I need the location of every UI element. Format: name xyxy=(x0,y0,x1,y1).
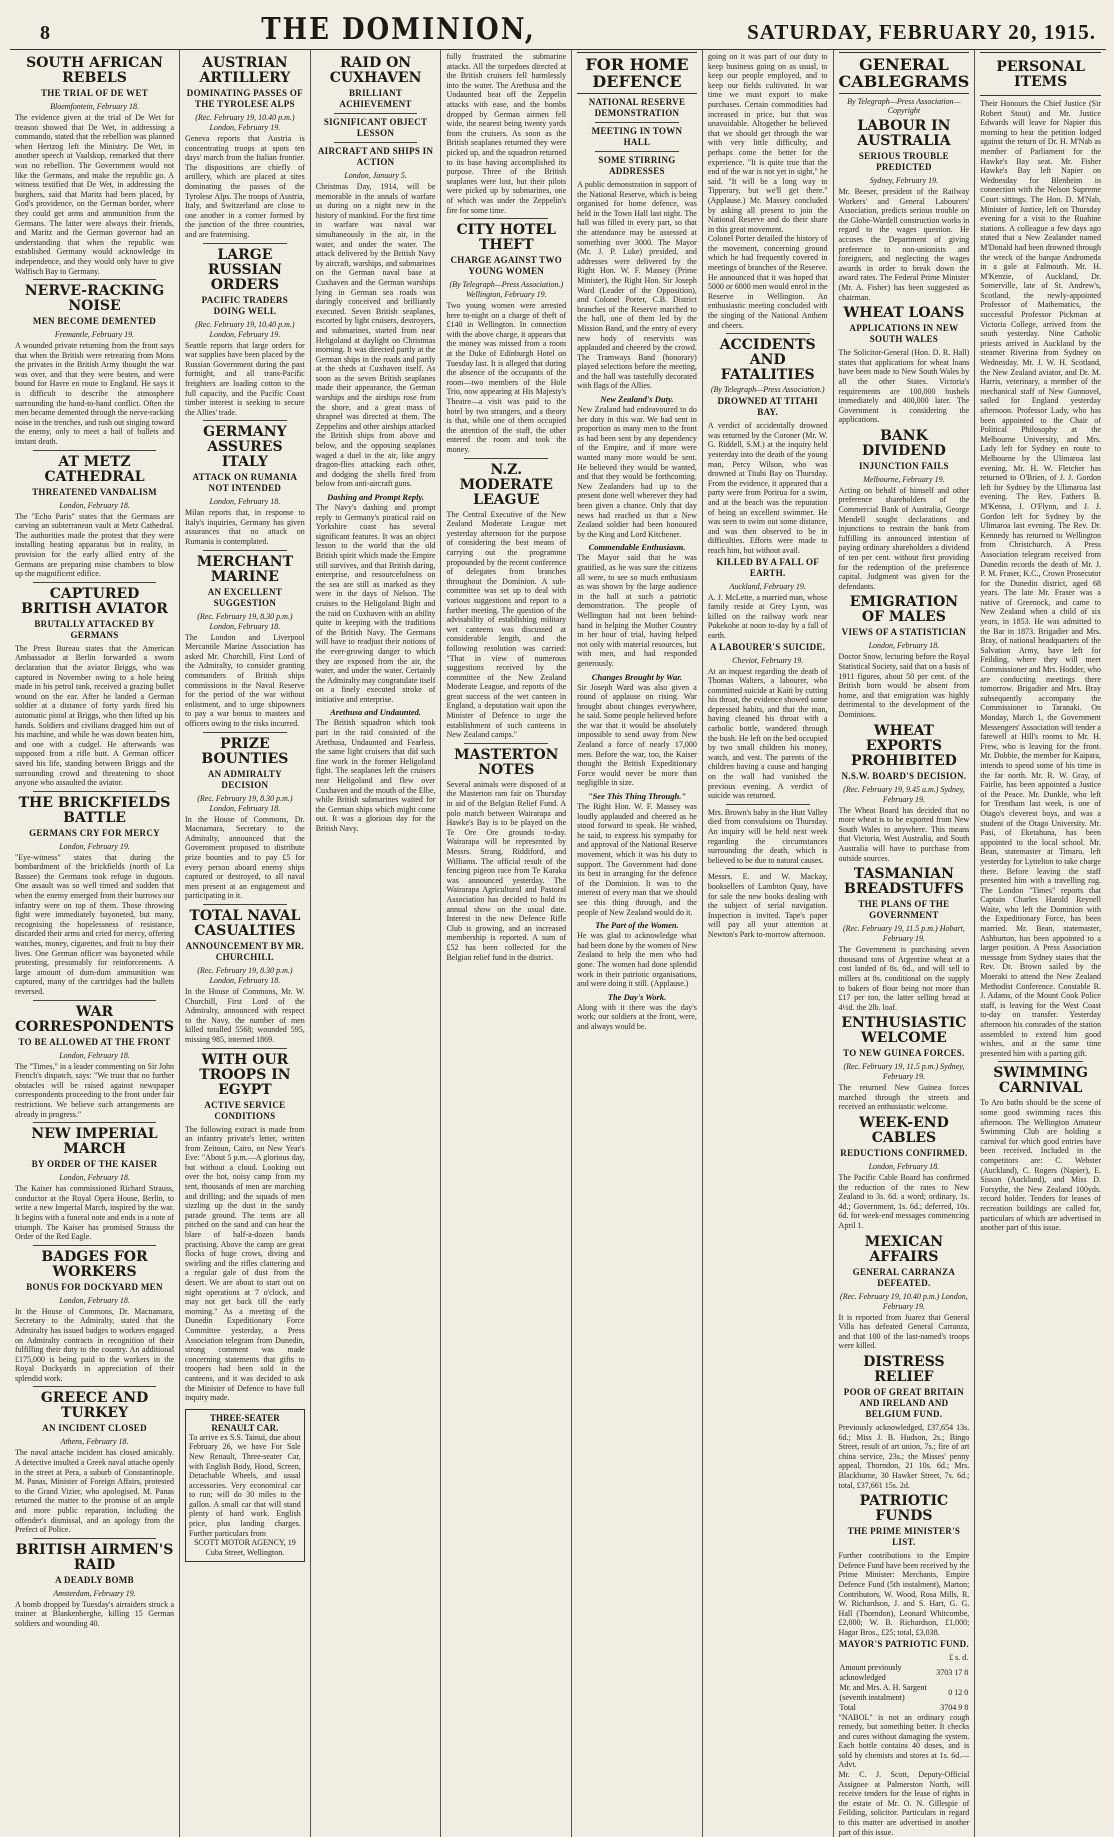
subhead: DROWNED AT TITAHI BAY. xyxy=(717,396,818,418)
headline-captured-aviator: CAPTURED BRITISH AVIATOR xyxy=(21,585,168,617)
subhead: MEETING IN TOWN HALL xyxy=(591,126,683,147)
subhead: N.S.W. BOARD'S DECISION. xyxy=(841,770,967,781)
article-body: New Zealand had endeavoured to do her duty in this war. We had sent in proportion as many men to the front as had been sent by any dependency of the Empire, and if more were wanted many more would be sent. He believed they would be wanted, and that they would be forthcoming. New Zealanders had up to the present done well wherever they had been given a chance. Only that day news had reached us that a New Zealand soldier had been honoured by the King and Lord Kitchener. xyxy=(577,405,697,539)
fund-amount: 3703 17 8 xyxy=(936,1667,969,1677)
headline-personal-items: PERSONAL ITEMS xyxy=(996,59,1085,90)
article-body: fully frustrated the submarine attacks. All the torpedoes directed at the British cruisers fell harmlessly into the water. The Arethusa and the Undaunted beat off the Zeppelin attacks with ease, and the bombs dropped by German airmen fell wide, the nearest being twenty yards from the cruisers. As soon as the British seaplanes returned they were picked up, and the squadron returned to its base having accomplished its purpose. Three of the British seaplanes were lost, but their pilots were picked up by submarines, one of which was under the Zeppelin's fire for some time. xyxy=(446,52,567,215)
headline-raid-cuxhaven: RAID ON CUXHAVEN xyxy=(329,55,422,86)
section-heading: "See This Thing Through." xyxy=(587,791,687,802)
article-body: In the House of Commons, Dr. Macnamara, Secretary to the Admiralty, stated that the Admiralty has issued badges to workers engaged on Admiralty contracts in recognition of their fulfilling their duty to the country. An additional £175,000 is being paid to the workers in the Royal Dockyards in appreciation of their splendid work. xyxy=(15,1306,175,1383)
article-body: Messrs. E. and W. Mackay, booksellers of Lambton Quay, have for sale the new books dealing with the subject of serial navigation. Inspection is invited. Tape's paper will pay all your attention at Newton's Park to-morrow afternoon. xyxy=(707,872,828,939)
column-3 xyxy=(311,50,442,1837)
column-5 xyxy=(572,50,703,1837)
headline-masterton-notes: MASTERTON NOTES xyxy=(454,746,559,778)
article-body: The Central Executive of the New Zealand Moderate League met yesterday afternoon for the purpose of considering the best means of carrying out the programme propounded by the recent conference of delegates from branches throughout the Dominion. A sub-committee was set up to deal with various suggestions and report to a further meeting. The question of the advisability of establishing military wet canteens was discussed at considerable length, and the following resolution was carried: "That in view of numerous suggestions received by the committee of the New Zealand Moderate League, and reports of the great success of the wet canteen in England, a deputation wait upon the Minister of Defence to urge the establishment of such canteens in New Zealand camps." xyxy=(446,509,567,740)
divider xyxy=(726,868,810,869)
column-6 xyxy=(703,50,834,1837)
headline-naval-casualties: TOTAL NAVAL CASUALTIES xyxy=(189,907,301,939)
divider xyxy=(464,218,548,219)
divider xyxy=(726,804,810,805)
dateline: Sydney, February 19. xyxy=(869,176,939,185)
column-8 xyxy=(975,50,1106,1837)
subhead: BRILLIANT ACHIEVEMENT xyxy=(339,88,412,109)
article-body: Several animals were disposed of at the Masterton ram fair on Thursday in aid of the Belgian Relief Fund. A polo match between Wairarapa and Hawke's Bay is to be played on the Te Ore Ore grounds to-day. Wairarapa will be represented by Messrs. Strang, Riddiford, and Williams. The official result of the fencing pigeon race from Te Karaka was announced yesterday. The Wairarapa Agricultural and Pastoral Association has decided to hold its annual show on the usual date. Interest in the new Defence Rifle Club is growing, and an increased membership is reported. A sum of £52 has been collected for the Belgian relief fund in the district. xyxy=(446,779,567,962)
article-body: The Pacific Cable Board has confirmed the reduction of the rates to New Zealand to 3s. 6d. a word; ordinary, 1s. 4d.; Government, 1s. 6d.; deferred, 10s. 6d. for week-end messages commencing April 1. xyxy=(838,1173,970,1231)
article-body: Christmas Day, 1914, will be memorable in the annals of warfare as during on a night new in the history of mankind. For the first time in warfare was naval war simultaneously in the air, in the water, and under the water. The attack delivered by the British Navy by aircraft, warships, and submarines on the German naval base at Cuxhaven and the German warships lying in German sea roads was daringly conceived and brilliantly executed. Seven British seaplanes, escorted by light cruisers, destroyers, and submarines, started from near Heligoland at daylight on Christmas morning. It was directed partly at the German ships in the roads and partly at the sheds at Cuxhaven itself. As soon as the seven British seaplanes made their appearance, the German warships and the airships rose from the shore, and a great mass of shrapnel was directed at them. The Zeppelins and other airships attacked the British ships from above and below, and the opposing seaplanes waged a duel in the air, like angry dragon-flies attacking each other, and dodging the shells fired from below from anti-aircraft guns. xyxy=(315,182,436,489)
newspaper-title: THE DOMINION, xyxy=(261,12,536,48)
section-heading: Arethusa and Undaunted. xyxy=(330,707,422,718)
subhead: ANNOUNCEMENT BY MR. CHURCHILL xyxy=(185,940,305,962)
subhead: A LABOURER'S SUICIDE. xyxy=(710,641,826,652)
subhead: AN INCIDENT CLOSED xyxy=(42,1423,147,1434)
dateline: Auckland, February 19. xyxy=(729,581,806,591)
dateline: By Telegraph—Press Association—Copyright xyxy=(847,97,961,115)
dateline: (By Telegraph—Press Association.) Wellington, February 19. xyxy=(449,280,564,300)
subhead: AN ADMIRALTY DECISION xyxy=(207,768,282,790)
dateline: London, February 18. xyxy=(59,500,130,510)
subhead: BY ORDER OF THE KAISER xyxy=(31,1159,158,1170)
article-body: In the House of Commons, Mr. W. Churchill, First Lord of the Admiralty, announced with respect to the Navy, the number of men killed totalled 5568; wounded 595, missing 985, interned 1869. xyxy=(185,986,305,1044)
divider xyxy=(33,791,156,792)
headline-distress-relief: DISTRESS RELIEF xyxy=(863,1354,945,1385)
dateline: Athens, February 18. xyxy=(60,1437,129,1447)
subhead: POOR OF GREAT BRITAIN AND IRELAND AND BELGIUM FUND. xyxy=(843,1387,965,1419)
headline-south-african-rebels: SOUTH AFRICAN REBELS xyxy=(26,55,163,86)
subhead: APPLICATIONS IN NEW SOUTH WALES xyxy=(849,323,959,345)
divider xyxy=(726,333,810,334)
article-body: The Right Hon. W. F. Massey was loudly applauded and cheered as he stood forward to speak. He wished, he said, to express his sympathy for and approval of the National Reserve movement, which it was his duty to support. The Government had done its best in arranging for the defence of the Dominion. It was to the interest of every man that we should see this thing through, and the people of New Zealand would do it. xyxy=(577,802,697,917)
article-body: Acting on behalf of himself and other preference shareholders of the Commercial Bank of Australia, George Mendell sought declarations and injunctions to restrain the bank from fulfilling its announced intention of paying ordinary shareholders a dividend of ten per cent. without first providing for the redemption of the preference capital. Judgment was given for the defendants. xyxy=(838,485,970,591)
dateline: Bloemfontein, February 18. xyxy=(50,102,139,111)
dateline: London, February 18. xyxy=(868,641,940,651)
article-body: In the House of Commons, Dr. Macnamara, Secretary to the Admiralty, announced that the Government proposed to distribute prize bounties and to pay £5 for every person aboard enemy ships captured or destroyed, to all naval men present at an engagement and participating in it. xyxy=(185,814,305,901)
dateline: (Rec. February 19, 8.30 p.m.) London, February 18. xyxy=(197,793,293,813)
dateline: Amsterdam, February 19. xyxy=(53,1588,136,1598)
subhead: TO NEW GUINEA FORCES. xyxy=(843,1048,965,1059)
headline-accidents-fatalities: ACCIDENTS AND FATALITIES xyxy=(719,337,816,384)
headline-badges-for-workers: BADGES FOR WORKERS xyxy=(41,1248,148,1280)
fund-table xyxy=(839,1653,970,1713)
dateline: (Rec. February 19, 8.30 p.m.) London, February 18. xyxy=(197,965,293,985)
article-body: Further contributions to the Empire Defence Fund have been received by the Prime Minister: Merchants, Empire Defence Fund (5th instalment), Marton; Contributors, W. Wood, Rosa Mills, R. W. Richardson, J. and S. Hart, G. G. Hall (Thorndon), Leonard Whitcombe, £2,000; W. B. Richardson, £1,000; Hagar Bros., £25; total, £3,038. xyxy=(838,1551,970,1637)
subhead: CHARGE AGAINST TWO YOUNG WOMEN xyxy=(450,255,563,277)
dateline: London, February 18. xyxy=(59,1050,130,1060)
dateline: (Rec. February 19, 11.5 p.m.) Hobart, February 19. xyxy=(843,924,965,944)
subhead: TO BE ALLOWED AT THE FRONT xyxy=(18,1036,171,1047)
article-body: A public demonstration in support of the National Reserve, which is being organised for home defence, was held in the Town Hall last night. The hall was filled in every part, so that the attendance may be assessed at something over 3000. The Mayor (Mr. J. P. Luke) presided, and addresses were delivered by the Right Hon. W. F. Massey (Prime Minister), the Right Hon. Sir Joseph Ward (Leader of the Opposition), and Colonel Porter, C.B. District branches of the Reserve marched to the hall, one of them led by the Mission Band, and the entry of every new body of reservists was applauded and cheered by the crowd. The Tramways Band (honorary) played selections before the meeting, and the hall was tastefully decorated with flags of the Allies. xyxy=(577,180,697,391)
subhead: MEN BECOME DEMENTED xyxy=(32,316,157,327)
headline-block xyxy=(839,52,970,94)
headline-war-correspondents: WAR CORRESPONDENTS xyxy=(15,1003,175,1035)
advertisement-renault-car xyxy=(185,1409,305,1563)
subhead: VIEWS OF A STATISTICIAN xyxy=(841,627,967,638)
divider xyxy=(464,458,548,459)
article-body: Colonel Porter detailed the history of the movement, concerning ground which he had frequently covered in meetings of branches of the Reserve. He announced that it was hoped that 5000 or 6000 men would enrol in the Reserve in Wellington. An enthusiastic meeting concluded with the singing of the National Anthem and cheers. xyxy=(707,234,828,330)
subhead: BONUS FOR DOCKYARD MEN xyxy=(26,1281,163,1292)
article-body: He was glad to acknowledge what had been done by the women of New Zealand to help the men who had gone. The women had done splendid work in their patriotic organisations, and were doing it still. (Applause.) xyxy=(577,931,697,989)
article-body: The Solicitor-General (Hon. D. R. Hall) states that applications for wheat loans have been made to New South Wales by all the other States. Victoria's requirements are 100,000 bushels immediately and 400,000 later. The Government is considering the applications. xyxy=(838,348,970,425)
subhead: THE PLANS OF THE GOVERNMENT xyxy=(858,899,950,921)
ad-headline: THREE-SEATER RENAULT CAR. xyxy=(209,1412,280,1433)
subhead: PACIFIC TRADERS DOING WELL xyxy=(201,294,289,316)
headline-city-hotel-theft: CITY HOTEL THEFT xyxy=(456,222,556,254)
dateline: (Rec. February 19, 11.5 p.m.) Sydney, February 19. xyxy=(843,1062,965,1082)
article-body: A verdict of accidentally drowned was returned by the Coroner (Mr. W. G. Riddell, S.M.) at the inquiry held yesterday into the death of the young man, Percy Wilson, who was drowned at Titahi Bay on Thursday. From the evidence, it appeared that a party were from Porirua for a swim, and at the beach was the reputation of being an excellent swimmer. He was seen to swim out some distance, and was then observed to be in difficulties. Efforts were made to reach him, but without avail. xyxy=(707,421,828,555)
article-body: The Mayor said that he was gratified, as he was sure the citizens all were, to see so much enthusiasm as was shown by the large audience in the hall at such a patriotic demonstration. The people of Wellington had not been behind-hand in helping the Mother Country in her hour of trial, having helped not only with material resources, but with men, and had responded generously. xyxy=(577,553,697,668)
article-body: Previously acknowledged, £37,654 13s. 6d.; Miss J. B. Hudson, 2s.; Bingo Street, result of art union, 7s.; fire of art china service, 23s.; the Misses' penny appeal, Thorndon, 21 10s. 6d.; Mrs. Blackburne, 30 Hawker Street, 7s. 6d.; total, £37,661 15s. 2d. xyxy=(838,1423,970,1490)
section-heading: The Part of the Women. xyxy=(595,920,679,931)
article-body: The Government is purchasing seven thousand tons of Argentine wheat at a cost landed of 8s. 6d., and will sell to millers at 8s. conditional on the supply to bakers of flour being not more than £17 per ton, the latter selling bread at 4½d. the 2lb. loaf. xyxy=(838,945,970,1012)
article-body: Sir Joseph Ward was also given a round of applause on rising. War brought about changes everywhere, he said. Some people believed before the war that it would be absolutely impossible to send away from New Zealand a force of nearly 17,000 men. Before the war, too, the Kaiser thought the British Expeditionary Force would never be more than negligible in size. xyxy=(577,682,697,788)
headline-brickfields-battle: THE BRICKFIELDS BATTLE xyxy=(18,794,171,826)
dateline: London, February 18. xyxy=(59,1295,130,1305)
article-body: It is reported from Juarez that General Villa has defeated General Carranza, and that 100 of the last-named's troops were killed. xyxy=(838,1312,970,1351)
subhead-trial-de-wet: THE TRIAL OF DE WET xyxy=(40,88,149,98)
divider xyxy=(464,743,548,744)
headline-troops-in-egypt: WITH OUR TROOPS IN EGYPT xyxy=(199,1051,291,1098)
dateline: Cheviot, February 19. xyxy=(732,655,804,665)
divider xyxy=(33,1122,156,1123)
divider xyxy=(203,904,287,905)
subhead: A DEADLY BOMB xyxy=(55,1574,134,1585)
dateline: (By Telegraph—Press Association.) xyxy=(710,385,825,395)
headline-metz-cathedral: AT METZ CATHEDRAL xyxy=(44,453,145,485)
fund-label: Mr. and Mrs. A. H. Sargent (seventh instalment) xyxy=(839,1682,927,1702)
dateline: London, February 18. xyxy=(209,497,281,507)
fund-label: Total xyxy=(839,1702,856,1712)
subhead: GERMANS CRY FOR MERCY xyxy=(29,827,160,838)
article-body: The London and Liverpool Mercantile Marine Association has asked Mr. Churchill, First Lord of the Admiralty, to consider granting commanders of British ships commissions in the Naval Reserve for the period of the war without enlistment, and to urge shipowners to pay a war bonus to masters and officers owing to the risks incurred. xyxy=(185,632,305,728)
fund-label: Amount previously acknowledged xyxy=(839,1662,902,1682)
fund-header-row xyxy=(839,1653,970,1663)
section-heading: Dashing and Prompt Reply. xyxy=(327,492,425,502)
article-body: Their Honours the Chief Justice (Sir Robert Stout) and Mr. Justice Edwards will leave for Napier this morning to hear the petition lodged against the return of Dr. H. M'Nab as member of Parliament for the Hawke's Bay seat. Mr. Fisher Hawke's Bay left Napier on Wednesday for Blenheim in connection with the Nelson Supreme Court sittings. The Hon. D. M'Nab, Minister of Justice, left on Thursday evening for a visit to the Ruahine stations. A colleague a few days ago stated that a New Zealander named M'Donald had been drowned through the wreck of the barque Andromeda in a gale at Falmouth. Mr. H. M'Kenzie, of Auckland, Dr. Somerville, late of St. Andrew's, Scotland, the newly-appointed Professor of Mathematics, the successful Professor Pickman at Victoria College, arrived from the south yesterday. Nine Catholic priests arrived in Auckland by the steamer Riverina from Sydney on Wednesday. Mr. J. W. H. Scotland, the New Zealand aviator, and Dr. M. Harris, veterinary, a member of the mechanical staff of New Gunnovel, sailed for England yesterday afternoon. Professor Lady, who has been appointed to the Chair of Political Philosophy at the Melbourne University, and Mrs. Lady left for Sydney en route to Melbourne by the Ulimaroa last evening. Mr. H. W. Fletcher has returned to O'Brien, of J. J. Gordon left for Sydney by the Ulimaroa last evening. The Rev. Fathers B. M'Kenna, J. O'Flynn, and J. J. Gordon left for Sydney by the Ulimaroa last evening. The Rev. Dr. Kennedy has returned to Wellington from Christchurch. A Press Association telegram received from Dunedin records the death of Mr. J. P. M. Fraser, K.C., Crown Prosecutor for the Dunedin district, aged 68 years. The late Mr. Fraser was a native of Greenock, and came to New Zealand when a child of six years, in 1853. He was admitted to the Bar in 1873. Brigadier and Mrs. Bray, of national headquarters of the Salvation Army, have left for Feilding, where they will meet Commissioner and Mrs. Hodder, who are conducting meetings there tomorrow. Brigadier and Mrs. Bray subsequently accompany the Commissioner to Taranaki. On Monday, March 1, the Government Messengers' Association will tender a farewell at Hill's rooms to Mr. H. Frew, who is leaving for the front. Mr. Dobbie, the member for Kaipara, intends to spend some of his time in the far north. Mr. R. W. Gray, of Fairlie, has been appointed a Justice of the Peace. Mr. Dunkle, who left for Trentham last week, is one of Otago's cleverest boys, and was a student of the Otago University. Mr. Pasi, of Eketahuna, has been appointed to the local school. Mr. Bean, statemaster at Timaru, left yesterday for Lyttelton to take charge there. Before leaving the staff presented him with a travelling rug. The London "Times" reports that Captain Charles Harold Reynell Waite, who left the Dominion with the Expeditionary Force, has been married. Mr. Bean, statemaster, Ashburton, has been appointed to a larger position. A Press Association message from Sydney states that the Rev. Dr. Brown sailed by the Moeraki to attend the New Zealand Methodist Conference. Constable R. J. Adams, of the Mount Cook Police staff, is leaving for the West Coast to-day on transfer. Yesterday afternoon his comrades of the station assembled to extend him good wishes, and at the same time presented him with a parting gift. xyxy=(980,99,1101,1058)
article-body: A wounded private returning from the front says that when the British were retreating from Mons the privates in the British Army thought the war was over, and that they were beaten, and were bound for Havre en route to England. He says it is difficult to describe the atmosphere surrounding the hand-to-hand conflict. Often the men became demented through the nerve-racking noise in the trenches, and rush out singing toward the enemy, only to meet a hail of bullets and instant death. xyxy=(15,341,175,447)
article-body: At an inquest regarding the death of Thomas Walters, a labourer, who committed suicide at Kaiti by cutting his throat, the evidence showed some depressed habits, and that the man, having cleaned his throat with a carbolic bottle, wandered through the bush. He left on the bed occupied by two small children his money, watch, and vest. The parents of the children having a cause and hanging on the wall had vanished the previous evening. A verdict of suicide was returned. xyxy=(707,666,828,801)
article-body: Doctor Snow, lecturing before the Royal Statistical Society, said that on a basis of 1911 figures, about 50 per cent. of the British born would be absent from home, and that emigration was highly detrimental to the development of the Dominions. xyxy=(838,652,970,719)
subhead: THREATENED VANDALISM xyxy=(32,486,157,497)
column-1 xyxy=(10,50,180,1837)
subhead: SERIOUS TROUBLE PREDICTED xyxy=(858,151,949,172)
dateline: London, February 18. xyxy=(868,1162,940,1172)
subhead: ATTACK ON RUMANIA NOT INTENDED xyxy=(192,472,298,494)
notice-tenders: Mr. C. J. Scott, Deputy-Official Assignee at Palmerston North, will receive tenders for the lease of rights in the estate of Mr. O. N. Gillespie of Feilding, solicitor. Particulars in regard to this matter are advertised in another part of this issue. xyxy=(838,1770,970,1837)
headline-swimming-carnival: SWIMMING CARNIVAL xyxy=(993,1065,1088,1097)
headline-labour-australia: LABOUR IN AUSTRALIA xyxy=(857,118,951,149)
subhead: INJUNCTION FAILS xyxy=(858,460,949,471)
article-body: Mrs. Brown's baby in the Hutt Valley died from convulsions on Thursday. An inquiry will be held next week regarding the circumstances surrounding the death, which is believed to be due to natural causes. xyxy=(707,807,828,865)
column-7 xyxy=(834,50,976,1837)
section-heading: Commendable Enthusiasm. xyxy=(588,542,686,553)
dateline: (Rec. February 19, 9.45 a.m.) Sydney, February 19. xyxy=(843,784,965,804)
divider xyxy=(998,1061,1083,1062)
headline-general-cablegrams: GENERAL CABLEGRAMS xyxy=(838,55,970,91)
article-body: Along with it there was the day's work; our soldiers at the front, were, and always would be. xyxy=(577,1002,697,1031)
fund-title: MAYOR'S PATRIOTIC FUND. xyxy=(838,1638,969,1649)
fund-currency-header: £ s. d. xyxy=(949,1652,969,1662)
divider xyxy=(334,142,418,143)
divider xyxy=(203,732,287,733)
headline-austrian-artillery: AUSTRIAN ARTILLERY xyxy=(199,55,291,86)
headline-welcome: ENTHUSIASTIC WELCOME xyxy=(841,1015,967,1047)
headline-imperial-march: NEW IMPERIAL MARCH xyxy=(31,1126,158,1158)
article-body: "Eye-witness" states that during the bombardment of the brickfields (north of La Bassee) the Germans took refuge in dugouts. One assault was so well timed and sudden that when the enemy emerged from their burrows our infantry were on top of them. Those throwing fight were immediately bayoneted, but many, recognising the hopelessness of resistance, discarded their arms and cried for mercy, offering watches, money, cigarettes, and fruit to buy their lives. One German officer was bayoneted while protesting, presumably for reinforcements. A large amount of dum-dum ammunition was captured, many of the cartridges had the bullets reversed. xyxy=(15,852,175,996)
dateline: (Rec. February 19, 8.30 p.m.) London, February 18. xyxy=(197,611,293,631)
fund-amount: 0 12 0 xyxy=(948,1687,969,1697)
subhead: DOMINATING PASSES OF THE TYROLESE ALPS xyxy=(186,88,303,109)
divider xyxy=(33,1000,156,1001)
dateline: (Rec. February 19, 10.40 p.m.) London, February 19. xyxy=(840,1291,968,1311)
headline-mexican-affairs: MEXICAN AFFAIRS xyxy=(864,1233,944,1265)
article-body: The Wheat Board has decided that no more wheat is to be exported from New South Wales to anywhere. This means that Victoria, West Australia, and South Australia will have to purchase from outside sources. xyxy=(838,805,970,863)
dateline: London, January 5. xyxy=(344,171,407,180)
subhead: AIRCRAFT AND SHIPS IN ACTION xyxy=(317,146,434,167)
issue-date: SATURDAY, FEBRUARY 20, 1915. xyxy=(747,20,1096,44)
subhead: SIGNIFICANT OBJECT LESSON xyxy=(323,117,428,138)
section-heading: Changes Brought by War. xyxy=(591,671,683,682)
divider xyxy=(595,122,679,123)
article-body: The Press Bureau states that the American Ambassador at Berlin forwarded a sworn declaration that the aviator Briggs, who was captured in November owing to a hole being made in his petrol tank, received a grazing bullet wound on the ear. After he landed a German soldier at a distance of forty yards fired his automatic pistol at Briggs, who then lifted up his hands. Soldiers and civilians dragged him out of his machine, and while he was down beaten him, and one with a cudgel. He afterwards was supposed from a rifle butt. A German officer saved his life, standing between Briggs and the surrounding crowd and threatening to shoot anyone who assaulted the aviator. xyxy=(15,643,175,788)
page-number: 8 xyxy=(40,22,50,44)
divider xyxy=(33,279,156,280)
subhead: REDUCTIONS CONFIRMED. xyxy=(840,1148,968,1159)
article-body: The following extract is made from an infantry private's letter, written from Zeitoun, Cairo, on New Year's Eve: "About 5 p.m.—A glorious day, but without a cloud. Looking out over the hot, noisy camp from my tent, thousands of men are marching and drilling; and the squads of men sizzling up the dust in the sandy parade ground. The tents are all pitched on the sand and can hear the blare of half-a-dozen bands practising. Above the camp are great flocks of huge crows, diving and swirling and the rifles clattering and a regular gale of dust from the desert. We are about to start out on night operations at 7 o'clock, and may not get back till the early morning." As a meeting of the Dunedin Expeditionary Force Committee yesterday, a Press Association telegram from Dunedin, strong comment was made concerning statements that gifts to troopers had been sold in the canteens, and it was decided to ask the Minister of Defence to have full inquiry made. xyxy=(185,1124,305,1403)
column-4 xyxy=(441,50,572,1837)
headline-prize-bounties: PRIZE BOUNTIES xyxy=(201,735,289,767)
subhead: KILLED BY A FALL OF EARTH. xyxy=(716,556,820,578)
ad-body: To arrive ex S.S. Tainui, due about February 26, we have For Sale New Renault, Three-seater Car, with English Body, Hood, Screen, Detachable Wheels, and usual accessories. Very economical car to run; will do 30 miles to the gallon. A small car that will stand plenty of hard work. English price, plus landing charges. Further particulars from xyxy=(189,1432,301,1538)
dateline: Melbourne, February 19. xyxy=(863,474,945,484)
advertisement-nabol: "NABOL" is not an ordinary cough remedy, but something better. It checks and cures without damaging the system. Each bottle contains 40 doses, and is sold by chemists and stores at 1s. 6d.—Advt. xyxy=(838,1712,970,1770)
table-row xyxy=(839,1703,970,1713)
divider xyxy=(203,1048,287,1049)
dateline: London, February 18. xyxy=(59,1173,130,1183)
headline-home-defence: FOR HOME DEFENCE xyxy=(585,55,689,91)
dateline: London, February 19. xyxy=(59,841,130,851)
headline-moderate-league: N.Z. MODERATE LEAGUE xyxy=(459,461,553,508)
divider xyxy=(33,582,156,583)
article-body: The returned New Guinea forces marched through the streets and received an enthusiastic welcome. xyxy=(838,1083,970,1112)
column-grid xyxy=(10,50,1106,1837)
section-heading: New Zealand's Duty. xyxy=(600,394,674,405)
article-body: To Aro baths should be the scene of some good swimming races this afternoon. The Wellington Amateur Swimming Club are holding a carnival for which good entries have been received. Included in the competitors are: C. Webster (Auckland), C. Rogers (Napier), E. Sisson (Auckland), and Miss D. Forsythe, the New Zealand 100yds. record holder. Tenders for leases of recreation buildings are called for, particulars of which are advertised in another part of this issue. xyxy=(980,1098,1101,1233)
headline-nerve-racking-noise: NERVE-RACKING NOISE xyxy=(24,283,165,315)
article-body: The Navy's dashing and prompt reply to Germany's piratical raid on Yorkshire coast has several significant features. It was an object lesson to the world that the old British spirit which made the Empire still survives, and that British daring, enterprise, and resourcefulness on the sea are still as marked as they were in the days of Nelson. The cruises to the Heligoland Bight and the raid on Cuxhaven with an ability quite in keeping with the traditions of the British Navy. The Germans will have to readjust their notions of the ever-growing danger to which they are exposed from the air, the water, and under the water. Certainly the Admiralty may congratulate itself on a finely executed stroke of initiative and enterprise. xyxy=(315,503,436,704)
headline-russian-orders: LARGE RUSSIAN ORDERS xyxy=(207,246,282,293)
headline-block xyxy=(577,52,697,94)
article-body: Mr. Beeser, president of the Railway Workers' and General Labourers' Association, predicts serious trouble on the Globe-Wardell construction works in regard to the wages question. He accuses the Department of giving preference to non-unionists and foreigners, and neglecting the wages awards in order to break down the award rates. The Federal Prime Minister (Mr. A. Fisher) has been suggested as chairman. xyxy=(838,187,970,302)
article-body: Two young women were arrested here to-night on a charge of theft of £140 in Wellington. In connection with the above charge, it appears that the money was missed from a room at the Duke of Edinburgh Hotel on Tuesday last. It is alleged that during the absence of the occupants of the room—two members of the Hole Trio, now appearing at His Majesty's Theatre—a visit was paid to the hotel by two strangers, and a theory is that, while one of them occupied the attention of the staff, the other entered the room and took the money. xyxy=(446,301,567,454)
table-row xyxy=(839,1663,970,1683)
headline-patriotic-funds: PATRIOTIC FUNDS xyxy=(859,1493,949,1525)
article-body: A bomb dropped by Tuesday's airraiders struck a trainer at Blankenberghe, killing 15 German soldiers and wounding 40. xyxy=(15,1599,175,1628)
subhead: NATIONAL RESERVE DEMONSTRATION xyxy=(588,97,686,118)
ad-signature: SCOTT MOTOR AGENCY, 19 Cuba Street, Wellington. xyxy=(193,1538,296,1558)
divider xyxy=(33,1245,156,1246)
article-body: A. J. McLette, a married man, whose family reside at Grey Lynn, was killed on the railway work near Pukekohe at noon to-day by a fall of earth. xyxy=(707,592,828,640)
divider xyxy=(595,151,679,152)
divider xyxy=(33,1386,156,1387)
divider xyxy=(203,243,287,244)
article-body: going on it was part of our duty to keep business going on as usual, to keep our people employed, and to keep our fields cultivated. In war time we must export to make purchases. Certain commodities had increased in price, but that was unavoidable. Altogether he believed that we should get through the war with very little difficulty, and perhaps come the better for the experience. "It is quite true that the end of the war is not yet in sight," he said. "It will be a long way to Tipperary, but we'll get there." (Applause.) Mr. Massey concluded by asking all present to join the National Reserve and do their share in this great movement. xyxy=(707,52,828,234)
divider xyxy=(203,420,287,421)
subhead: SOME STIRRING ADDRESSES xyxy=(598,155,676,176)
divider xyxy=(334,113,418,114)
subhead: THE PRIME MINISTER'S LIST. xyxy=(847,1526,961,1548)
dateline: (Rec. February 19, 10.40 p.m.) London, February 19. xyxy=(195,319,295,339)
headline-wheat-exports: WHEAT EXPORTS PROHIBITED xyxy=(851,722,957,769)
dateline: Fremantle, February 19. xyxy=(54,330,135,340)
subhead: BRUTALLY ATTACKED BY GERMANS xyxy=(34,618,155,640)
headline-wheat-loans: WHEAT LOANS xyxy=(843,305,965,322)
article-body: The "Times," in a leader commenting on Sir John French's dispatch, says: "We trust that no further obstacles will be raised against newspaper correspondents proceeding to the front under fair restrictions. We believe such arrangements are already in progress." xyxy=(15,1061,175,1119)
subhead: AN EXCELLENT SUGGESTION xyxy=(207,586,283,608)
headline-emigration: EMIGRATION OF MALES xyxy=(849,594,959,626)
fund-amount: 3704 9 8 xyxy=(940,1702,969,1712)
subhead: ACTIVE SERVICE CONDITIONS xyxy=(204,1099,286,1121)
article-body: Seattle reports that large orders for war supplies have been placed by the Russian Government during the past fortnight, and all trans-Pacific freighters are loading cotton to the full capacity, and the Pacific Coast timber interest is seeking to secure the Allies' trade. xyxy=(185,340,305,417)
headline-airmens-raid: BRITISH AIRMEN'S RAID xyxy=(15,1541,174,1573)
column-2 xyxy=(180,50,311,1837)
headline-greece-turkey: GREECE AND TURKEY xyxy=(40,1390,149,1422)
article-body: The Kaiser has commissioned Richard Strauss, conductor at the Royal Opera House, Berlin, to write a new Imperial March, inspired by the war. It begins with a funeral note and ends in a note of triumph. The Kaiser has promised Strauss the Order of the Red Eagle. xyxy=(15,1184,175,1242)
divider xyxy=(33,1538,156,1539)
dateline: (Rec. February 19, 10.40 p.m.) London, February 19. xyxy=(195,113,295,132)
masthead xyxy=(10,10,1106,50)
divider xyxy=(203,550,287,551)
divider xyxy=(33,450,156,451)
article-body: The naval attache incident has closed amicably. A detective insulted a Greek naval attache openly in the street at Pera, a suburb of Constantinople. M. Panas, Minister of Foreign Affairs, protested to the Grand Vizier, who apologised. M. Panas returned the matter to the promise of an ample and more public reparation, including the offender's dismissal, and an apology from the Prefect of Police. xyxy=(15,1448,175,1535)
headline-germany-assures-italy: GERMANY ASSURES ITALY xyxy=(203,424,287,471)
section-heading: The Day's Work. xyxy=(607,991,667,1002)
headline-merchant-marine: MERCHANT MARINE xyxy=(196,553,294,585)
headline-block xyxy=(980,52,1101,96)
article-body: The "Echo Paris" states that the Germans are carving an subterranean vault at Metz Cathedral. The authorities made the protest that they were installing heating apparatus but in reality, in provision for the early allied entry of the Germans are preparing mine chambers to blow up the magnificent edifice. xyxy=(15,511,175,579)
article-body: The evidence given at the trial of De Wet for treason showed that De Wet, in addressing a commando, stated that the rebellion was planned when Hertzog left the Ministry. De Wet, in another speech at Vaalskop, remarked that there was no rebellion. The Government would not like the Germans, and make the republic go. A witness testified that De Wet, in addressing the burghers, said that Maritz had been placed, by God's providence, on the German border, where they could get arms and ammunition from the Germans. The latter were always their friends, and Maritz and the German governor had an understanding that when the republic was established Germany would acknowledge its independence, and they would only have to give Walfisch Bay to Germany. xyxy=(15,113,175,276)
article-body: Geneva reports that Austria is concentrating troops at spots ten days' march from the Italian frontier. The dispositions are chiefly of artillery, which are placed at sites dominating the passes of the Tyrolese Alps. The troops of Austria, Italy, and Switzerland are close to one another in a corner formed by the junction of the three countries, and are fraternising. xyxy=(185,134,305,239)
subhead: GENERAL CARRANZA DEFEATED. xyxy=(852,1266,956,1288)
table-row xyxy=(839,1683,970,1703)
headline-tasmanian-breadstuffs: TASMANIAN BREADSTUFFS xyxy=(843,866,964,898)
article-body: Milan reports that, in response to Italy's inquiries, Germany has given assurances that no attack on Rumania is contemplated. xyxy=(185,508,305,547)
article-body: The British squadron which took part in the raid consisted of the Arethusa, Undaunted and Fearless, the same light cruisers that did such fine work in the former Heligoland fight. The seaplanes left the cruisers near Heligoland and flew over Cuxhaven and the mouth of the Elbe, while British submarines waited for the German ships which might come out. It was a glorious day for the British Navy. xyxy=(315,718,436,833)
headline-bank-dividend: BANK DIVIDEND xyxy=(861,427,946,459)
headline-week-end-cables: WEEK-END CABLES xyxy=(859,1115,949,1147)
